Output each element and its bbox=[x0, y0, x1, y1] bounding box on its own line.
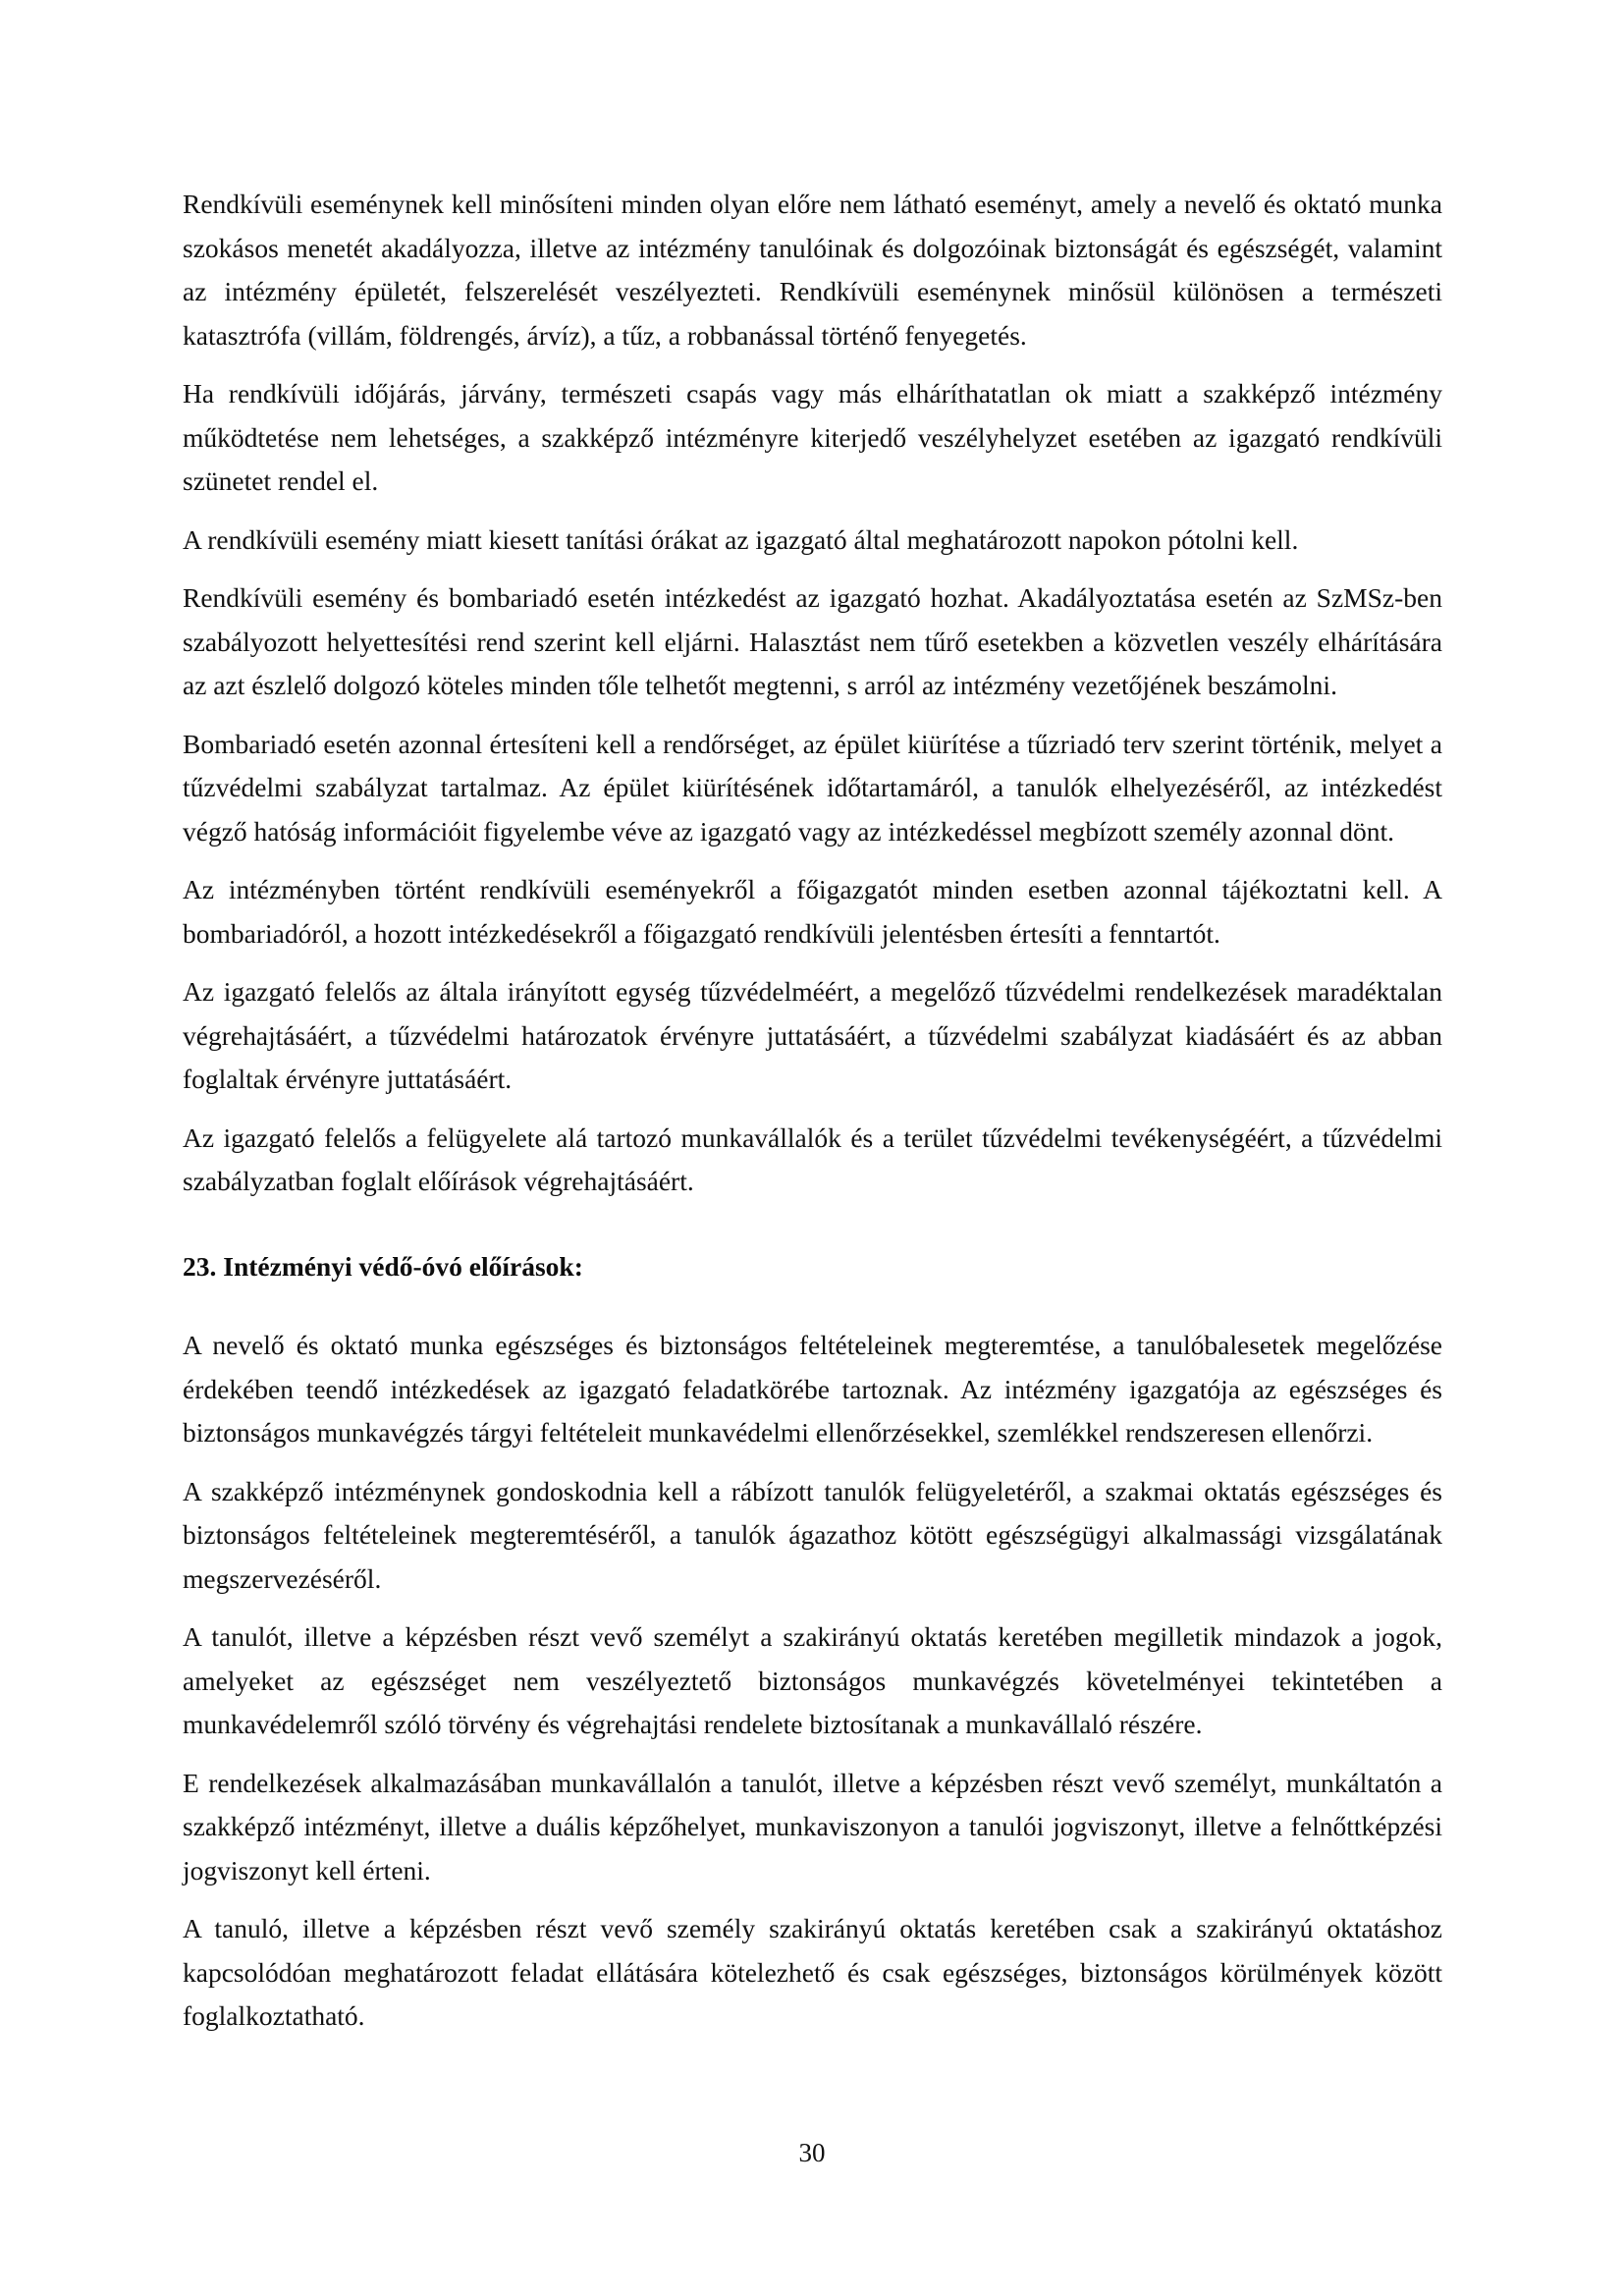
paragraph-definitions: E rendelkezések alkalmazásában munkavállalón a tanulót, illetve a képzésben részt vevő személyt, munkáltatón a szakképző intézményt, illetve a duális képzőhelyet, munkaviszonyon a tanulói jogviszonyt, illetve a felnőttképzési jogviszonyt kell érteni. bbox=[183, 1767, 1442, 1886]
page-number: 30 bbox=[798, 2138, 826, 2167]
paragraph-student-rights: A tanulót, illetve a képzésben részt vevő személyt a szakirányú oktatás keretében megilletik mindazok a jogok, amelyeket az egészséget nem veszélyeztető biztonságos munkavégzés követelményei tekintetében a munkavédelemről szóló törvény és végrehajtási rendelete biztosítanak a munkavállaló részére. bbox=[183, 1621, 1442, 1739]
paragraph-extraordinary-break: Ha rendkívüli időjárás, járvány, természeti csapás vagy más elháríthatatlan ok miatt a szakképző intézmény működtetése nem lehetséges, a szakképző intézményre kiterjedő veszélyhelyzet esetében az igazgató rendkívüli szünetet rendel el. bbox=[183, 378, 1442, 496]
paragraph-vocational-training-conditions: A tanuló, illetve a képzésben részt vevő személy szakirányú oktatás keretében csak a szakirányú oktatáshoz kapcsolódóan meghatározott feladat ellátására kötelezhető és csak egészséges, biztonságos körülmények között foglalkoztatható. bbox=[183, 1913, 1442, 2031]
page-content bbox=[183, 183, 1442, 2053]
section-heading-23: 23. Intézményi védő-óvó előírások: bbox=[183, 1250, 583, 1282]
paragraph-bomb-alert-evacuation: Bombariadó esetén azonnal értesíteni kell a rendőrséget, az épület kiürítése a tűzriadó terv szerint történik, melyet a tűzvédelmi szabályzat tartalmaz. Az épület kiürítésének időtartamáról, a tanulók elhelyezéséről, az intézkedést végző hatóság információit figyelembe véve az igazgató vagy az intézkedéssel megbízott személy azonnal dönt. bbox=[183, 728, 1442, 847]
paragraph-student-supervision: A szakképző intézménynek gondoskodnia kell a rábízott tanulók felügyeletéről, a szakmai oktatás egészséges és biztonságos feltételeinek megteremtéséről, a tanulók ágazathoz kötött egészségügyi alkalmassági vizsgálatának megszervezéséről. bbox=[183, 1475, 1442, 1594]
paragraph-extraordinary-event-definition: Rendkívüli eseménynek kell minősíteni minden olyan előre nem látható eseményt, amely a nevelő és oktató munka szokásos menetét akadályozza, illetve az intézmény tanulóinak és dolgozóinak biztonságát és egészségét, valamint az intézmény épületét, felszerelését veszélyezteti. Rendkívüli eseménynek minősül különösen a természeti katasztrófa (villám, földrengés, árvíz), a tűz, a robbanással történő fenyegetés. bbox=[183, 189, 1442, 351]
paragraph-fire-protection-responsibility: Az igazgató felelős az általa irányított egység tűzvédelméért, a megelőző tűzvédelmi rendelkezések maradéktalan végrehajtásáért, a tűzvédelmi határozatok érvényre juttatásáért, a tűzvédelmi szabályzat kiadásáért és az abban foglaltak érvényre juttatásáért. bbox=[183, 976, 1442, 1094]
section-23-body bbox=[183, 1324, 1442, 2039]
paragraph-bomb-alert-measures: Rendkívüli esemény és bombariadó esetén intézkedést az igazgató hozhat. Akadályoztatása esetén az SzMSz-ben szabályozott helyettesítési rend szerint kell eljárni. Halasztást nem tűrő esetekben a közvetlen veszély elhárítására az azt észlelő dolgozó köteles minden tőle telhetőt megtenni, s arról az intézmény vezetőjének beszámolni. bbox=[183, 582, 1442, 700]
paragraph-reporting-to-director-general: Az intézményben történt rendkívüli eseményekről a főigazgatót minden esetben azonnal tájékoztatni kell. A bombariadóról, a hozott intézkedésekről a főigazgató rendkívüli jelentésben értesíti a fenntartót. bbox=[183, 874, 1442, 949]
paragraph-fire-protection-activity: Az igazgató felelős a felügyelete alá tartozó munkavállalók és a terület tűzvédelmi tevékenységéért, a tűzvédelmi szabályzatban foglalt előírások végrehajtásáért. bbox=[183, 1121, 1442, 1196]
paragraph-missed-classes-makeup: A rendkívüli esemény miatt kiesett tanítási órákat az igazgató által meghatározott napokon pótolni kell. bbox=[183, 523, 1299, 555]
paragraph-accident-prevention: A nevelő és oktató munka egészséges és biztonságos feltételeinek megteremtése, a tanulóbalesetek megelőzése érdekében teendő intézkedések az igazgató feladatkörébe tartoznak. Az intézmény igazgatója az egészséges és biztonságos munkavégzés tárgyi feltételeit munkavédelmi ellenőrzésekkel, szemlékkel rendszeresen ellenőrzi. bbox=[183, 1330, 1442, 1448]
